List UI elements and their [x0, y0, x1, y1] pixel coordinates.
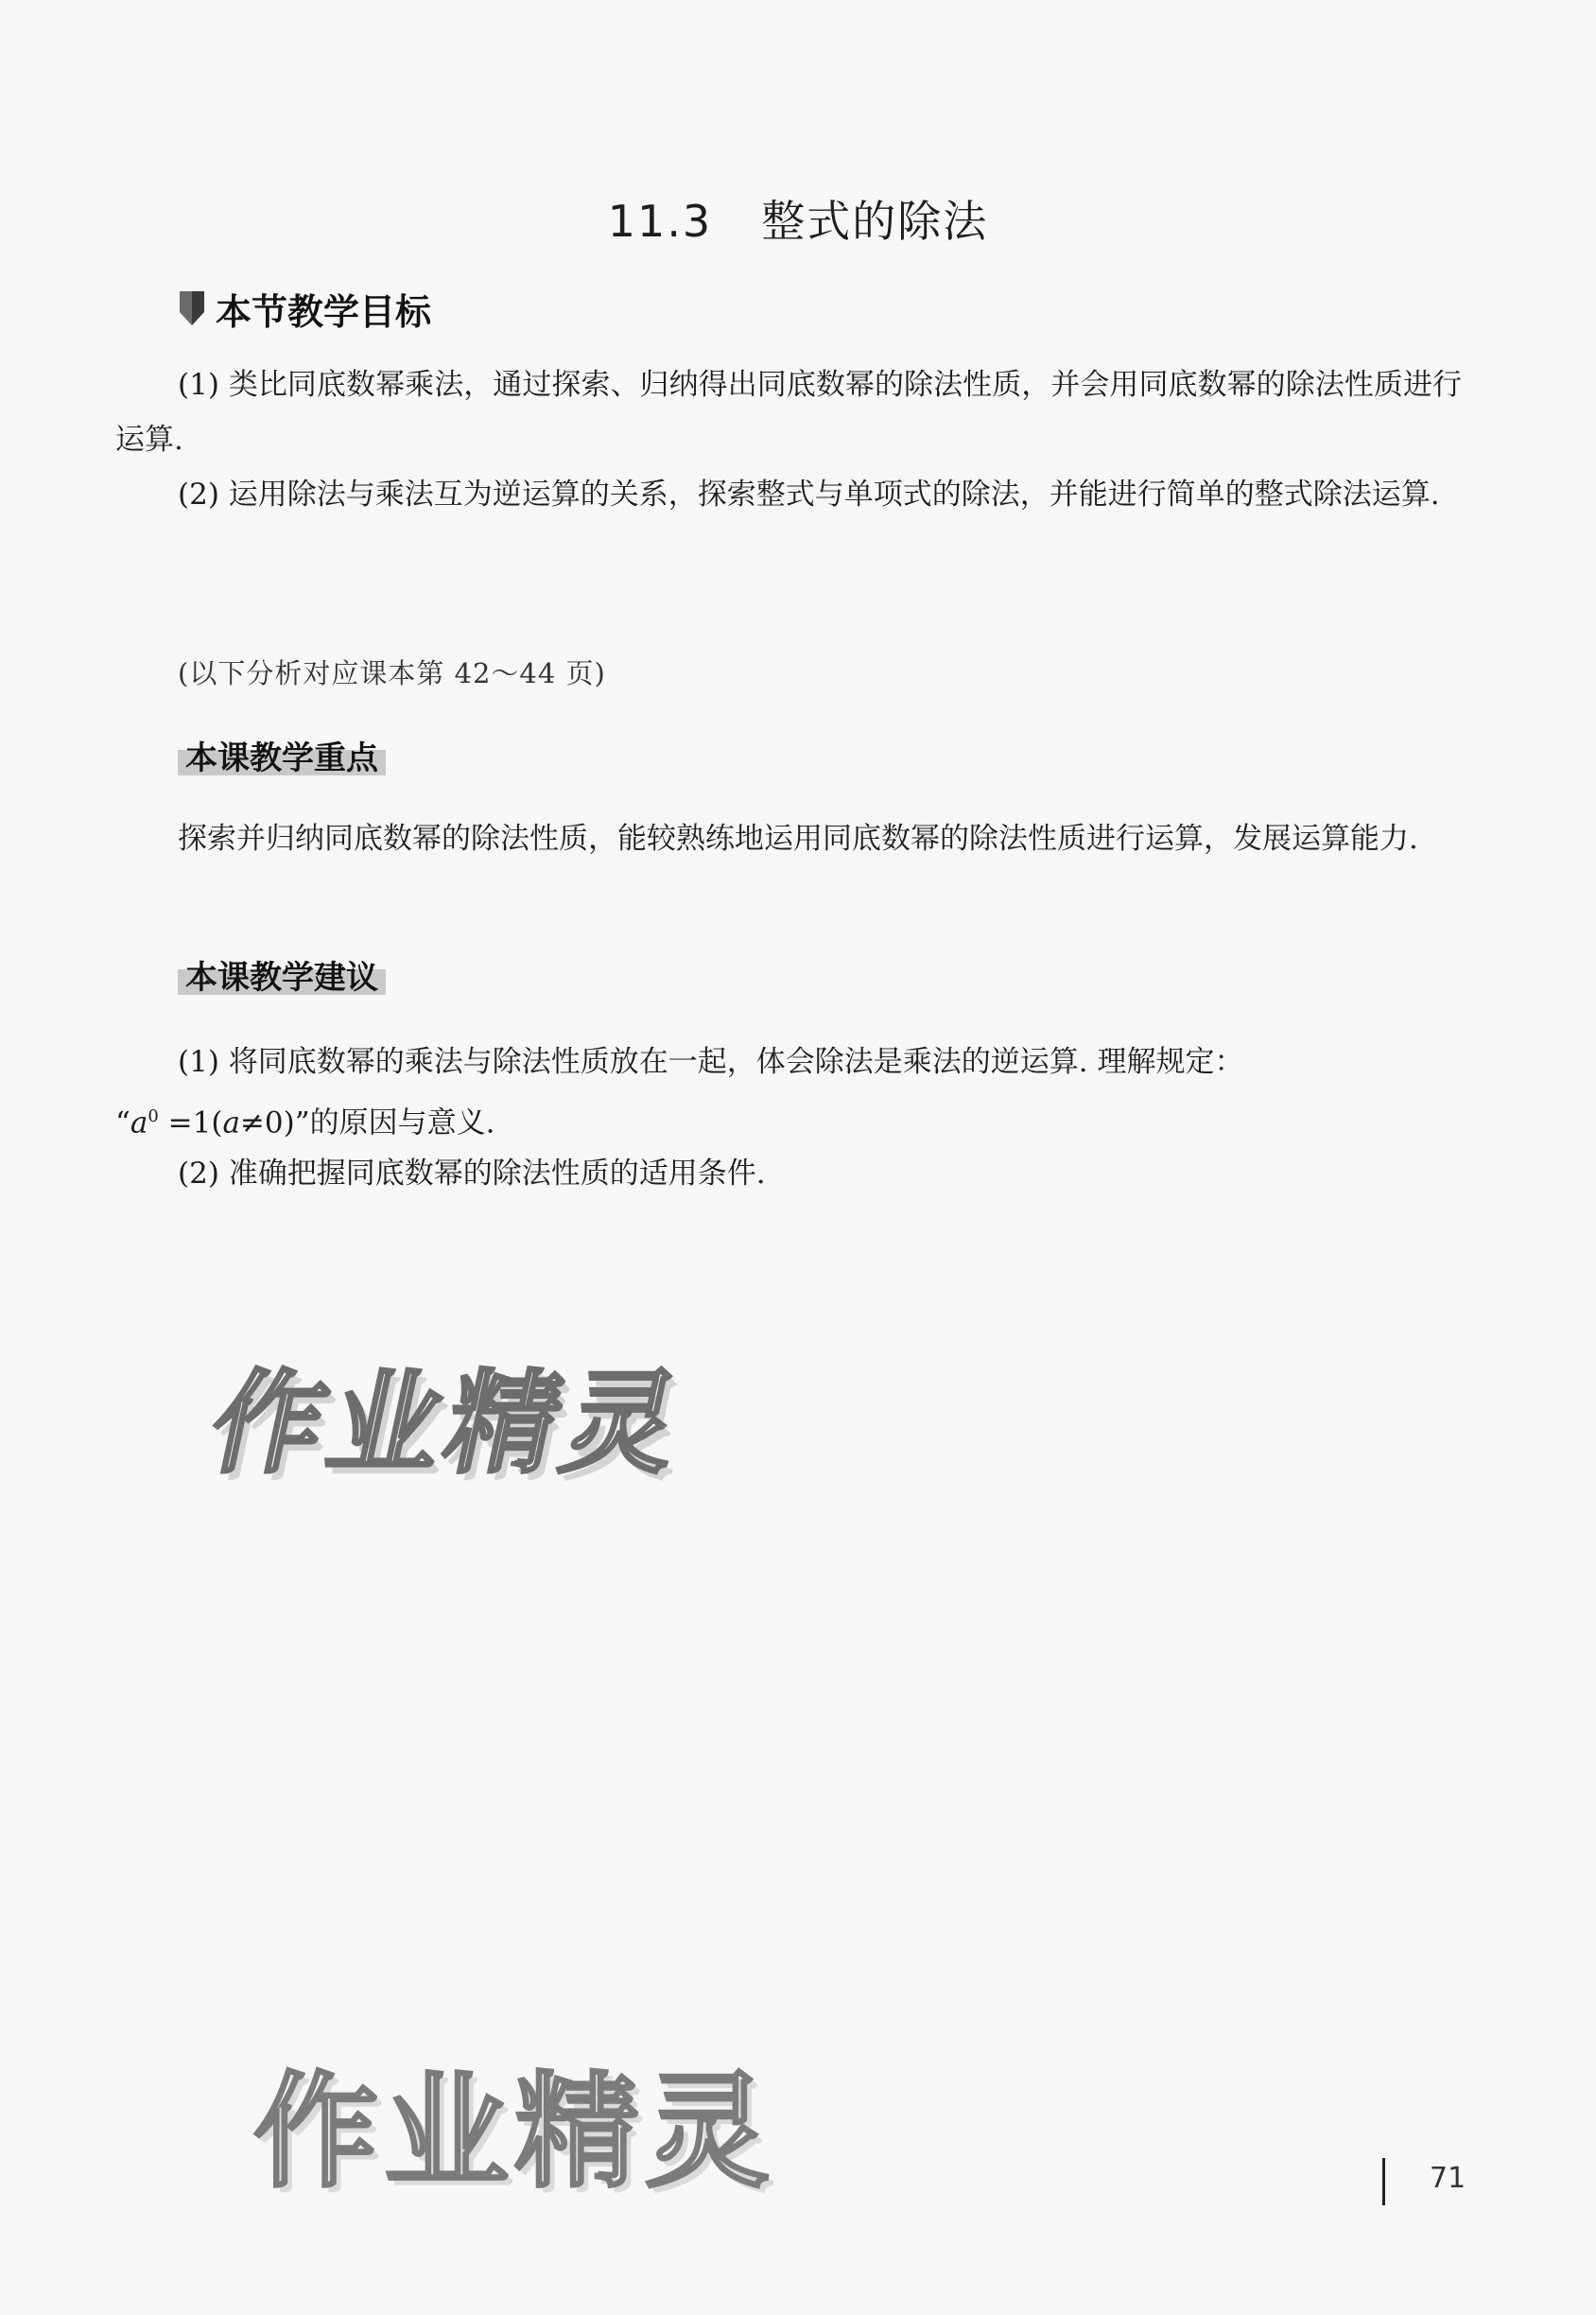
objective-item-1: (1) 类比同底数幂乘法，通过探索、归纳得出同底数幂的除法性质，并会用同底数幂的除法性质进行运算.: [115, 368, 1462, 457]
objectives-heading-text: 本节教学目标: [216, 290, 432, 333]
shield-icon: [178, 289, 206, 327]
suggestion-item-2: (2) 准确把握同底数幂的除法性质的适用条件.: [178, 1157, 766, 1191]
textbook-page-note: (以下分析对应课本第 42～44 页): [178, 657, 606, 689]
formula-mid: =1(: [158, 1105, 223, 1140]
watermark-logo-1: 作业精灵: [200, 1358, 697, 1488]
formula-exponent: 0: [147, 1106, 159, 1126]
page-number: 71: [1430, 2162, 1466, 2195]
suggestion-item-1: [115, 1035, 1462, 1150]
formula-base: a: [130, 1105, 148, 1140]
formula-tail: ≠0): [239, 1105, 295, 1140]
quote-open: “: [115, 1105, 130, 1140]
suggestion-item-1-formula: [53, 1089, 494, 1150]
watermark-logo-2: 作业精灵: [253, 2060, 775, 2205]
objectives-heading: [178, 282, 431, 335]
quote-close: ”的原因与意义.: [294, 1105, 495, 1140]
focus-heading: 本课教学重点: [178, 730, 386, 779]
page-title: [0, 187, 1596, 250]
section-name: 整式的除法: [761, 196, 989, 247]
focus-text: 探索并归纳同底数幂的除法性质，能较熟练地运用同底数幂的除法性质进行运算，发展运算能力.: [178, 822, 1418, 856]
suggestions-heading: 本课教学建议: [178, 949, 386, 999]
section-number: 11.3: [607, 196, 713, 247]
suggestion-item-1-text: (1) 将同底数幂的乘法与除法性质放在一起，体会除法是乘法的逆运算. 理解规定：: [178, 1045, 1244, 1079]
formula-variable: a: [222, 1105, 240, 1140]
objective-item-2: (2) 运用除法与乘法互为逆运算的关系，探索整式与单项式的除法，并能进行简单的整式除法运算.: [178, 478, 1440, 512]
page-number-rule: [1382, 2158, 1385, 2205]
